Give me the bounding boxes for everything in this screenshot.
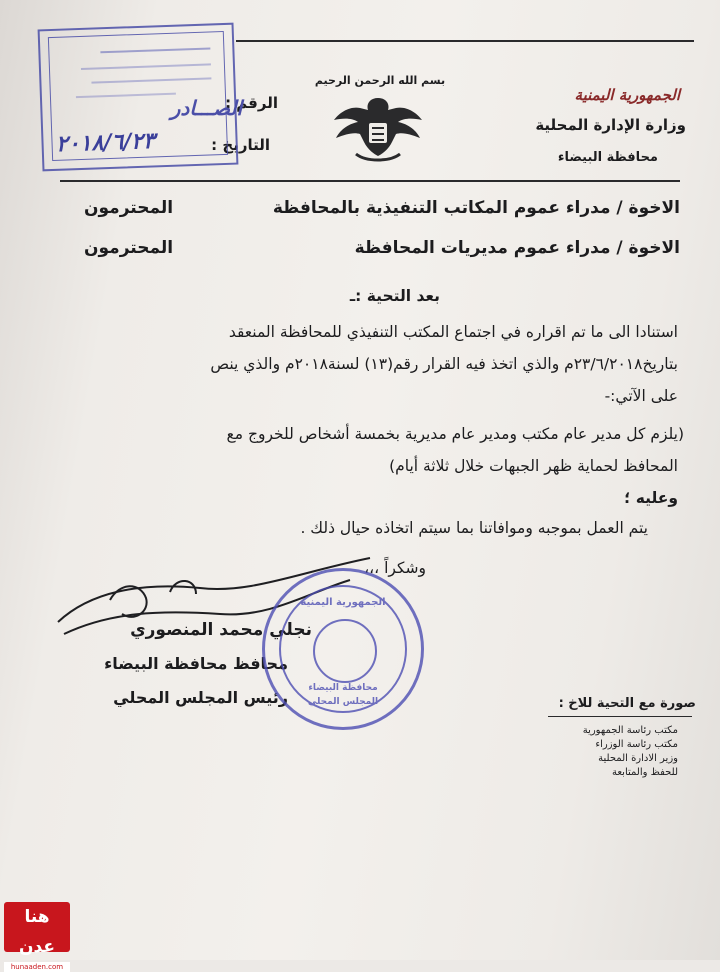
basmala: بسم الله الرحمن الرحيم — [314, 74, 446, 87]
round-stamp-bottom: المجلس المحلي — [307, 697, 379, 707]
watermark-site: hunaaden.com — [4, 962, 70, 972]
signatory-name: نجلي محمد المنصوري — [130, 620, 312, 640]
cc-item: للحفظ والمتابعة — [611, 767, 678, 778]
cc-item: وزير الادارة المحلية — [598, 753, 678, 764]
body-line-1: استنادا الى ما تم اقراره في اجتماع المكتب التنفيذي للمحافظة المنعقد — [228, 323, 678, 341]
cc-item: مكتب رئاسة الوزراء — [595, 739, 678, 750]
handwritten-date: ٢٠١٨/٦/٢٣ — [55, 127, 156, 158]
signatory-title-1: محافظ محافظة البيضاء — [104, 654, 288, 673]
therefore: وعليه ؛ — [624, 489, 678, 507]
yemen-eagle-emblem-icon — [330, 92, 426, 164]
header-top-rule — [236, 40, 694, 42]
addressee-1-honorific: المحترمون — [84, 198, 174, 218]
round-stamp-top: الجمهورية اليمنية — [300, 597, 386, 608]
watermark-brand: هنا عدن — [19, 907, 55, 957]
ministry-name: وزارة الإدارة المحلية — [535, 116, 686, 134]
thanks: وشكراً ،،، — [364, 559, 426, 577]
date-label: التاريخ : — [211, 136, 270, 154]
cc-list — [528, 724, 678, 780]
addressee-1: الاخوة / مدراء عموم المكاتب التنفيذية بالمحافظة — [272, 198, 680, 218]
body-line-3: على الآتي:- — [604, 387, 678, 405]
official-round-stamp — [262, 568, 424, 730]
cc-item: مكتب رئاسة الجمهورية — [582, 725, 678, 736]
body-line-2: بتاريخ٢٣/٦/٢٠١٨م والذي اتخذ فيه القرار رقم(١٣) لسنة٢٠١٨م والذي ينص — [210, 355, 678, 373]
outgoing-stamp-word: الصـــادر — [170, 96, 242, 120]
quote-line-1: (يلزم كل مدير عام مكتب ومدير عام مديرية بخمسة أشخاص للخروج مع — [226, 425, 684, 443]
addressee-2-honorific: المحترمون — [84, 238, 174, 258]
cc-title: صورة مع التحية للاخ : — [558, 696, 696, 711]
header-bottom-rule — [60, 180, 680, 182]
addressee-2: الاخوة / مدراء عموم مديريات المحافظة — [354, 238, 680, 258]
governorate-name: محافظة البيضاء — [557, 150, 658, 165]
action-line: يتم العمل بموجبه وموافاتنا بما سيتم اتخاذه حيال ذلك . — [300, 519, 648, 537]
greeting: بعد التحية :ـ — [349, 287, 440, 305]
country-name: الجمهورية اليمنية — [574, 86, 680, 104]
hunaaden-watermark-logo — [4, 902, 70, 971]
ref-label: الرقم : — [225, 94, 278, 112]
signatory-title-2: رئيس المجلس المحلي — [113, 688, 288, 707]
round-stamp-ring: محافظة البيضاء — [308, 683, 378, 693]
cc-title-underline — [548, 716, 692, 717]
quote-line-2: المحافظ لحماية ظهر الجبهات خلال ثلاثة أيام) — [389, 457, 678, 475]
